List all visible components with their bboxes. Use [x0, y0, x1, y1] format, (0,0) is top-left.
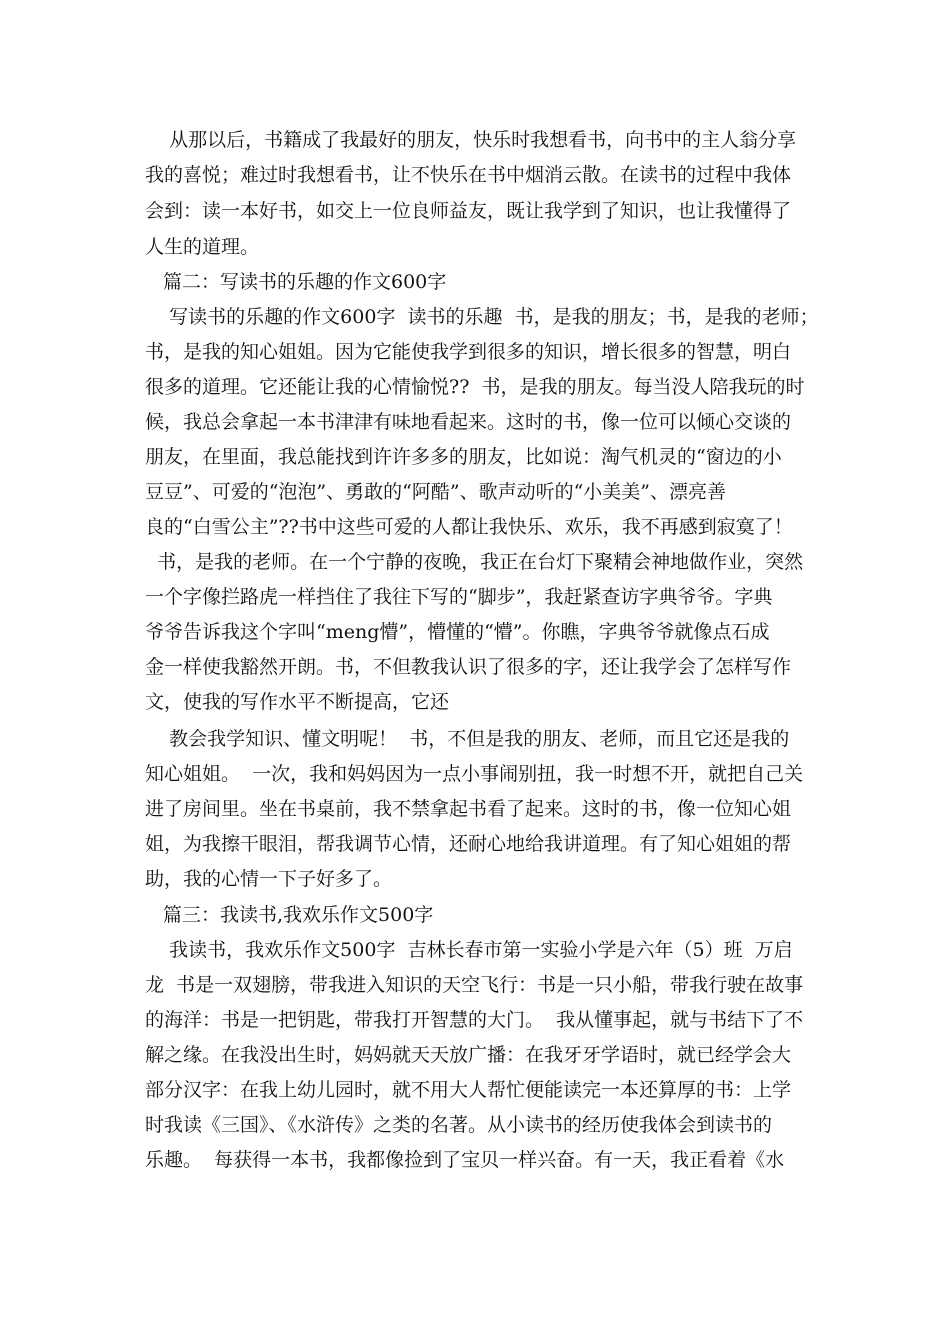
paragraph-line: 我的喜悦；难过时我想看书，让不快乐在书中烟消云散。在读书的过程中我体: [145, 164, 792, 186]
section-heading: 篇三：我读书,我欢乐作文500字: [163, 904, 434, 926]
paragraph-line: 会到：读一本好书，如交上一位良师益友，既让我学到了知识，也让我懂得了: [145, 200, 792, 222]
paragraph-line: 很多的道理。它还能让我的心情愉悦?? 书，是我的朋友。每当没人陪我玩的时: [145, 376, 805, 398]
paragraph-line: 候，我总会拿起一本书津津有味地看起来。这时的书，像一位可以倾心交谈的: [145, 411, 792, 433]
paragraph-line: 书，是我的知心姐姐。因为它能使我学到很多的知识，增长很多的智慧，明白: [145, 341, 792, 363]
paragraph-line: 良的“白雪公主”??书中这些可爱的人都让我快乐、欢乐，我不再感到寂寞了！: [145, 516, 793, 538]
paragraph-line: 书，是我的老师。在一个宁静的夜晚，我正在台灯下聚精会神地做作业，突然: [145, 551, 804, 573]
paragraph-line: 朋友，在里面，我总能找到许许多多的朋友，比如说：淘气机灵的“窗边的小: [145, 446, 782, 468]
paragraph-line: 爷爷告诉我这个字叫“meng懵”，懵懂的“懵”。你瞧，字典爷爷就像点石成: [145, 621, 770, 643]
paragraph-line: 人生的道理。: [145, 236, 260, 258]
paragraph-line: 金一样使我豁然开朗。书，不但教我认识了很多的字，还让我学会了怎样写作: [145, 656, 792, 678]
paragraph-line: 龙 书是一双翅膀，带我进入知识的天空飞行：书是一只小船，带我行驶在故事: [145, 974, 804, 996]
paragraph-line: 乐趣。 每获得一本书，我都像捡到了宝贝一样兴奋。有一天，我正看着《水: [145, 1149, 785, 1171]
paragraph-line: 从那以后，书籍成了我最好的朋友，快乐时我想看书，向书中的主人翁分享: [145, 129, 797, 151]
paragraph-line: 的海洋：书是一把钥匙，带我打开智慧的大门。 我从懂事起，就与书结下了不: [145, 1009, 804, 1031]
paragraph-line: 时我读《三国》、《水浒传》之类的名著。从小读书的经历使我体会到读书的: [145, 1114, 773, 1136]
paragraph-line: 豆豆”、可爱的“泡泡”、勇敢的“阿酷”、歌声动听的“小美美”、漂亮善: [145, 481, 726, 503]
section-heading: 篇二：写读书的乐趣的作文600字: [163, 271, 447, 293]
paragraph-line: 部分汉字：在我上幼儿园时，就不用大人帮忙便能读完一本还算厚的书：上学: [145, 1079, 792, 1101]
paragraph-line: 助，我的心情一下子好多了。: [145, 868, 393, 890]
paragraph-line: 知心姐姐。 一次，我和妈妈因为一点小事闹别扭，我一时想不开，就把自己关: [145, 763, 804, 785]
paragraph-line: 我读书，我欢乐作文500字 吉林长春市第一实验小学是六年（5）班 万启: [145, 939, 793, 961]
paragraph-line: 文，使我的写作水平不断提高，它还: [145, 691, 450, 713]
paragraph-line: 写读书的乐趣的作文600字 读书的乐趣 书，是我的朋友；书，是我的老师；: [145, 306, 819, 328]
paragraph-line: 解之缘。在我没出生时，妈妈就天天放广播：在我牙牙学语时，就已经学会大: [145, 1044, 792, 1066]
paragraph-line: 教会我学知识、懂文明呢！ 书，不但是我的朋友、老师，而且它还是我的: [145, 728, 790, 750]
paragraph-line: 一个字像拦路虎一样挡住了我往下写的“脚步”，我赶紧查访字典爷爷。字典: [145, 586, 773, 608]
paragraph-line: 进了房间里。坐在书桌前，我不禁拿起书看了起来。这时的书，像一位知心姐: [145, 798, 792, 820]
paragraph-line: 姐，为我擦干眼泪，帮我调节心情，还耐心地给我讲道理。有了知心姐姐的帮: [145, 833, 792, 855]
